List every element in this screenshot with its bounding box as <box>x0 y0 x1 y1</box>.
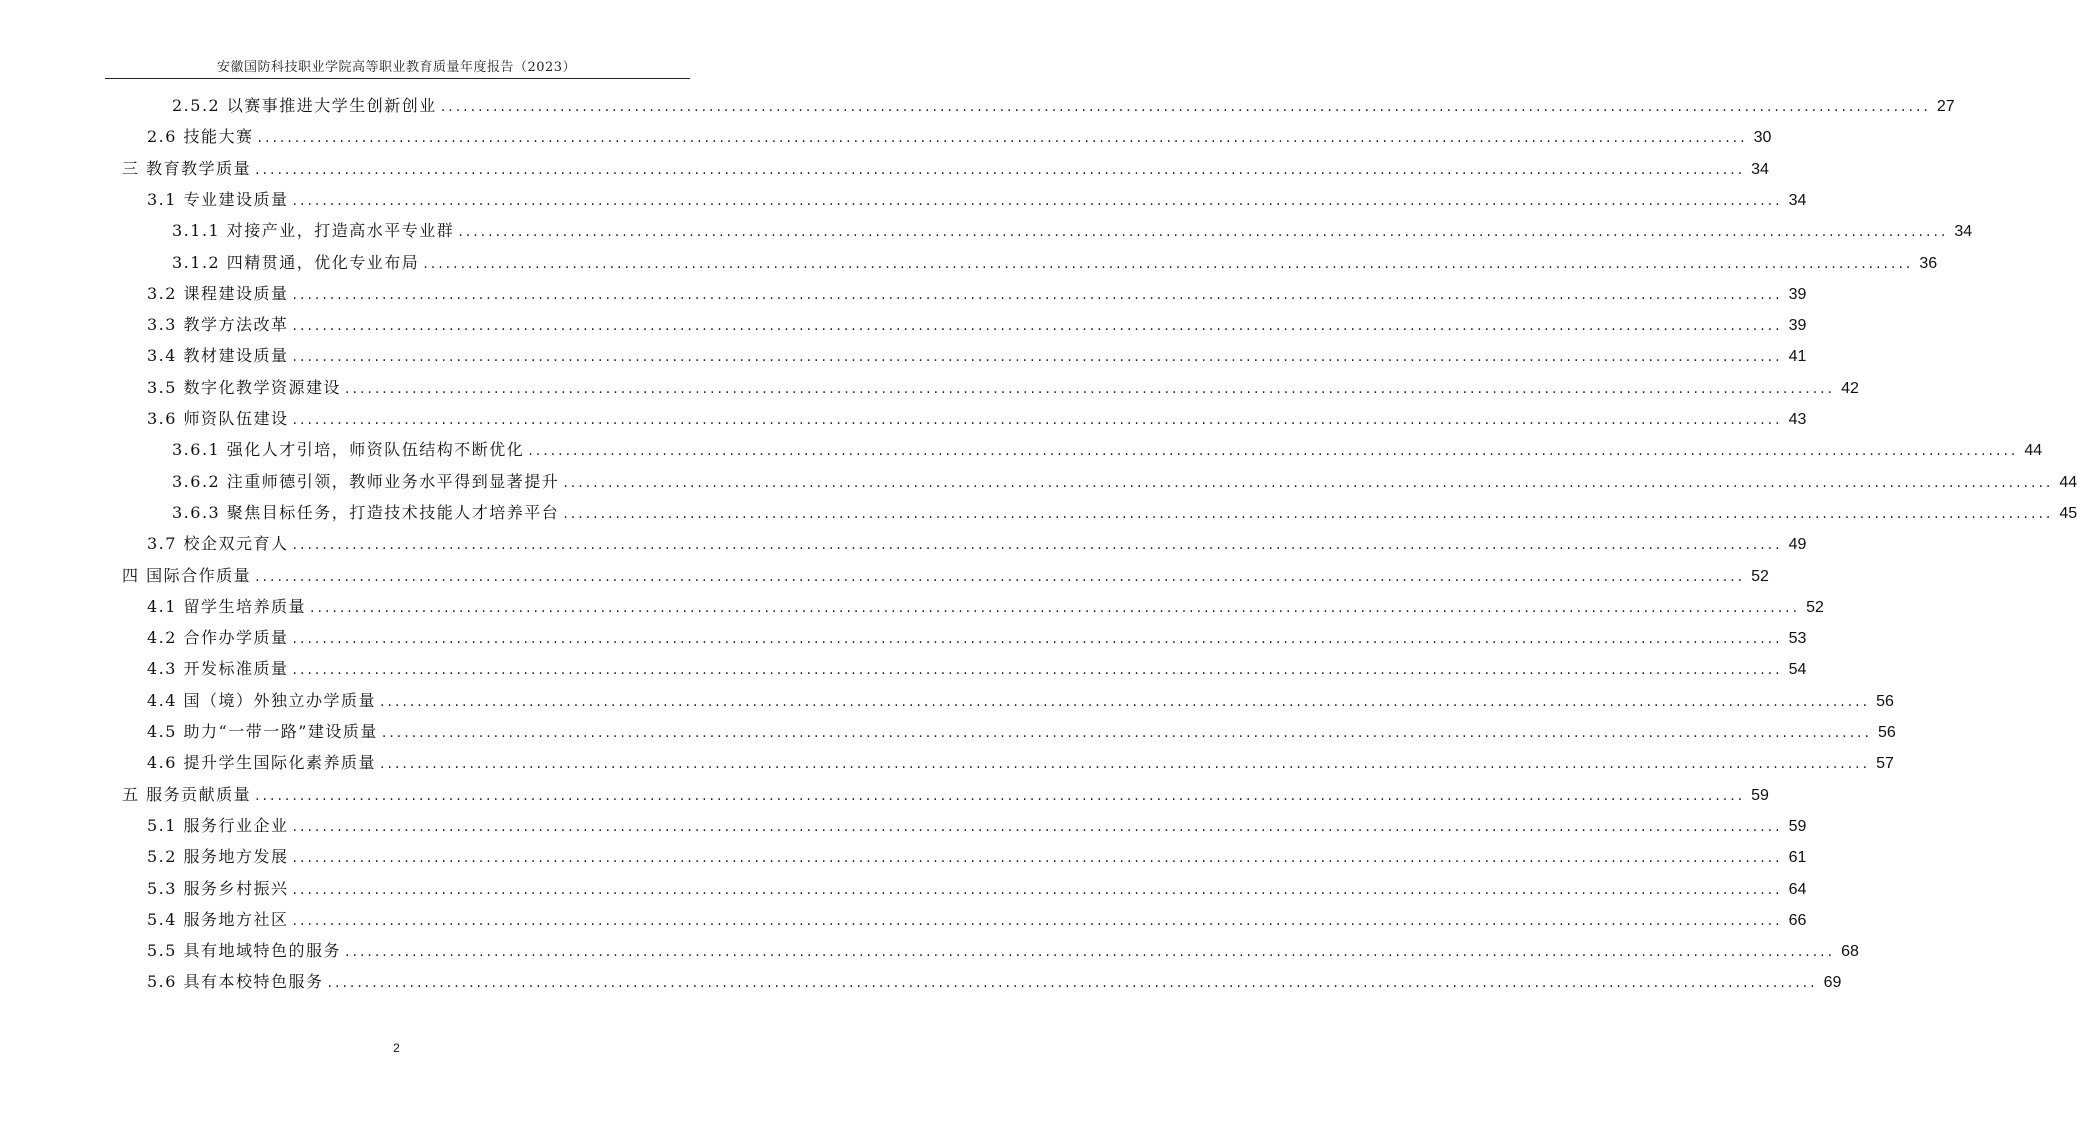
toc-entry[interactable] <box>147 969 1842 997</box>
toc-entry-page: 36 <box>1919 254 1938 272</box>
toc-entry-title: 三 教育教学质量 <box>122 158 252 178</box>
toc-entry[interactable] <box>147 938 1859 966</box>
toc-entry-title: 3.3 教学方法改革 <box>147 315 289 335</box>
toc-entry-title: 5.4 服务地方社区 <box>147 909 289 929</box>
toc-leader-dots: ........................................................................................................................................................................................................ <box>292 537 1783 554</box>
toc-leader-dots: ........................................................................................................................................................................................................ <box>292 631 1783 648</box>
toc-entry-title: 4.6 提升学生国际化素养质量 <box>147 753 377 773</box>
toc-leader-dots: ........................................................................................................................................................................................................ <box>292 412 1783 428</box>
toc-leader-dots: ........................................................................................................................................................................................................ <box>423 255 1914 272</box>
toc-entry-page: 39 <box>1788 285 1807 303</box>
toc-entry[interactable] <box>147 187 1807 215</box>
toc-entry[interactable] <box>147 343 1807 371</box>
toc-entry[interactable] <box>147 656 1807 684</box>
toc-entry-page: 59 <box>1788 817 1807 835</box>
toc-entry[interactable] <box>172 437 2043 465</box>
toc-entry-page: 41 <box>1788 348 1807 366</box>
toc-entry-page: 64 <box>1788 880 1807 898</box>
toc-entry-title: 3.1 专业建设质量 <box>147 189 289 209</box>
toc-entry-title: 4.3 开发标准质量 <box>147 659 289 679</box>
toc-entry[interactable] <box>122 782 1769 810</box>
toc-entry-page: 69 <box>1823 974 1842 992</box>
toc-entry-page: 45 <box>2059 504 2077 522</box>
toc-entry-page: 52 <box>1751 567 1769 585</box>
toc-leader-dots: ........................................................................................................................................................................................................ <box>563 505 2054 522</box>
toc-leader-dots: ........................................................................................................................................................................................................ <box>255 161 1746 178</box>
toc-entry[interactable] <box>147 907 1807 935</box>
toc-leader-dots: ........................................................................................................................................................................................................ <box>563 474 2054 491</box>
toc-leader-dots: ........................................................................................................................................................................................................ <box>345 944 1836 961</box>
toc-entry-title: 4.2 合作办学质量 <box>147 628 289 648</box>
toc-entry-title: 5.6 具有本校特色服务 <box>147 972 324 992</box>
toc-entry-page: 34 <box>1954 223 1973 241</box>
toc-leader-dots: ........................................................................................................................................................................................................ <box>292 286 1783 303</box>
toc-leader-dots: ........................................................................................................................................................................................................ <box>327 975 1818 992</box>
toc-entry[interactable] <box>172 500 2077 528</box>
toc-entry[interactable] <box>147 688 1894 716</box>
toc-entry[interactable] <box>147 375 1859 403</box>
toc-leader-dots: ........................................................................................................................................................................................................ <box>380 693 1871 710</box>
toc-entry-page: 30 <box>1753 129 1772 147</box>
toc-entry[interactable] <box>122 156 1769 184</box>
toc-entry-page: 44 <box>2024 442 2043 460</box>
toc-entry-title: 4.4 国（境）外独立办学质量 <box>147 690 377 710</box>
toc-leader-dots: ........................................................................................................................................................................................................ <box>381 725 1872 741</box>
header-rule <box>105 78 690 79</box>
toc-entry-page: 59 <box>1751 786 1769 804</box>
toc-entry-page: 56 <box>1877 724 1896 741</box>
toc-leader-dots: ........................................................................................................................................................................................................ <box>292 318 1783 335</box>
toc-entry[interactable] <box>172 250 1938 278</box>
toc-entry[interactable] <box>147 719 1896 747</box>
toc-entry-title: 3.6 师资队伍建设 <box>147 409 289 428</box>
toc-entry-page: 49 <box>1788 536 1807 554</box>
toc-entry[interactable] <box>172 93 1955 121</box>
toc-entry-title: 3.2 课程建设质量 <box>147 283 289 303</box>
toc-leader-dots: ........................................................................................................................................................................................................ <box>440 99 1931 115</box>
toc-entry[interactable] <box>147 531 1807 559</box>
toc-leader-dots: ........................................................................................................................................................................................................ <box>292 662 1783 679</box>
toc-entry[interactable] <box>147 594 1824 622</box>
toc-leader-dots: ........................................................................................................................................................................................................ <box>255 787 1746 804</box>
toc-entry-title: 5.5 具有地域特色的服务 <box>147 941 342 961</box>
toc-leader-dots: ........................................................................................................................................................................................................ <box>292 192 1783 209</box>
toc-leader-dots: ........................................................................................................................................................................................................ <box>255 568 1746 585</box>
toc-leader-dots: ........................................................................................................................................................................................................ <box>292 850 1783 867</box>
toc-entry-title: 5.3 服务乡村振兴 <box>147 878 289 898</box>
toc-entry[interactable] <box>147 281 1807 309</box>
toc-entry-page: 61 <box>1788 849 1807 867</box>
page-header: 安徽国防科技职业学院高等职业教育质量年度报告（2023） <box>216 60 577 75</box>
toc-entry[interactable] <box>147 876 1807 904</box>
toc-entry-title: 5.2 服务地方发展 <box>147 847 289 867</box>
toc-entry-title: 2.5.2 以赛事推进大学生创新创业 <box>172 96 437 115</box>
toc-entry-title: 3.5 数字化教学资源建设 <box>147 377 342 397</box>
toc-entry-title: 3.6.1 强化人才引培，师资队伍结构不断优化 <box>172 440 525 460</box>
toc-leader-dots: ........................................................................................................................................................................................................ <box>292 912 1783 929</box>
toc-leader-dots: ........................................................................................................................................................................................................ <box>292 349 1783 366</box>
toc-entry[interactable] <box>147 844 1807 872</box>
toc-leader-dots: ........................................................................................................................................................................................................ <box>458 224 1949 241</box>
toc-entry-page: 44 <box>2059 473 2077 491</box>
toc-entry-title: 五 服务贡献质量 <box>122 784 252 804</box>
toc-entry-page: 43 <box>1788 411 1807 428</box>
toc-leader-dots: ........................................................................................................................................................................................................ <box>292 818 1783 835</box>
toc-leader-dots: ........................................................................................................................................................................................................ <box>257 130 1748 147</box>
toc-entry-title: 4.5 助力“一带一路”建设质量 <box>147 722 378 741</box>
toc-entry[interactable] <box>172 469 2077 497</box>
toc-entry-title: 5.1 服务行业企业 <box>147 815 289 835</box>
toc-entry-title: 3.1.1 对接产业，打造高水平专业群 <box>172 221 455 241</box>
toc-leader-dots: ........................................................................................................................................................................................................ <box>292 881 1783 898</box>
toc-entry-page: 57 <box>1876 755 1894 773</box>
toc-entry-page: 68 <box>1841 943 1859 961</box>
toc-entry-title: 3.7 校企双元育人 <box>147 534 289 554</box>
toc-entry-page: 34 <box>1788 191 1807 209</box>
toc-entry[interactable] <box>147 813 1807 841</box>
toc-entry-title: 3.4 教材建设质量 <box>147 346 289 366</box>
toc-entry-page: 53 <box>1788 630 1807 648</box>
toc-entry[interactable] <box>147 312 1807 340</box>
toc-entry-page: 34 <box>1751 160 1769 178</box>
toc-entry-title: 3.6.2 注重师德引领，教师业务水平得到显著提升 <box>172 471 560 491</box>
toc-entry[interactable] <box>147 625 1807 653</box>
toc-entry-title: 2.6 技能大赛 <box>147 127 254 147</box>
toc-entry[interactable] <box>122 563 1769 591</box>
toc-entry[interactable] <box>172 218 1973 246</box>
toc-leader-dots: ........................................................................................................................................................................................................ <box>528 443 2019 460</box>
toc-entry-title: 4.1 留学生培养质量 <box>147 596 307 616</box>
toc-leader-dots: ........................................................................................................................................................................................................ <box>345 380 1836 397</box>
toc-entry-page: 42 <box>1841 379 1859 397</box>
toc-leader-dots: ........................................................................................................................................................................................................ <box>380 756 1871 773</box>
toc-entry-page: 39 <box>1788 317 1807 335</box>
toc-entry-page: 66 <box>1788 911 1807 929</box>
toc-entry-title: 3.1.2 四精贯通，优化专业布局 <box>172 252 420 272</box>
toc-entry-page: 54 <box>1788 661 1807 679</box>
toc-entry-page: 27 <box>1936 98 1955 115</box>
toc-entry[interactable] <box>147 406 1807 434</box>
toc-entry-title: 四 国际合作质量 <box>122 565 252 585</box>
toc-entry-page: 56 <box>1876 692 1894 710</box>
toc-leader-dots: ........................................................................................................................................................................................................ <box>310 599 1801 616</box>
page-number: 2 <box>393 1041 400 1055</box>
toc-entry[interactable] <box>147 124 1772 152</box>
toc-entry-title: 3.6.3 聚焦目标任务，打造技术技能人才培养平台 <box>172 502 560 522</box>
toc-entry[interactable] <box>147 750 1894 778</box>
toc-entry-page: 52 <box>1806 598 1824 616</box>
